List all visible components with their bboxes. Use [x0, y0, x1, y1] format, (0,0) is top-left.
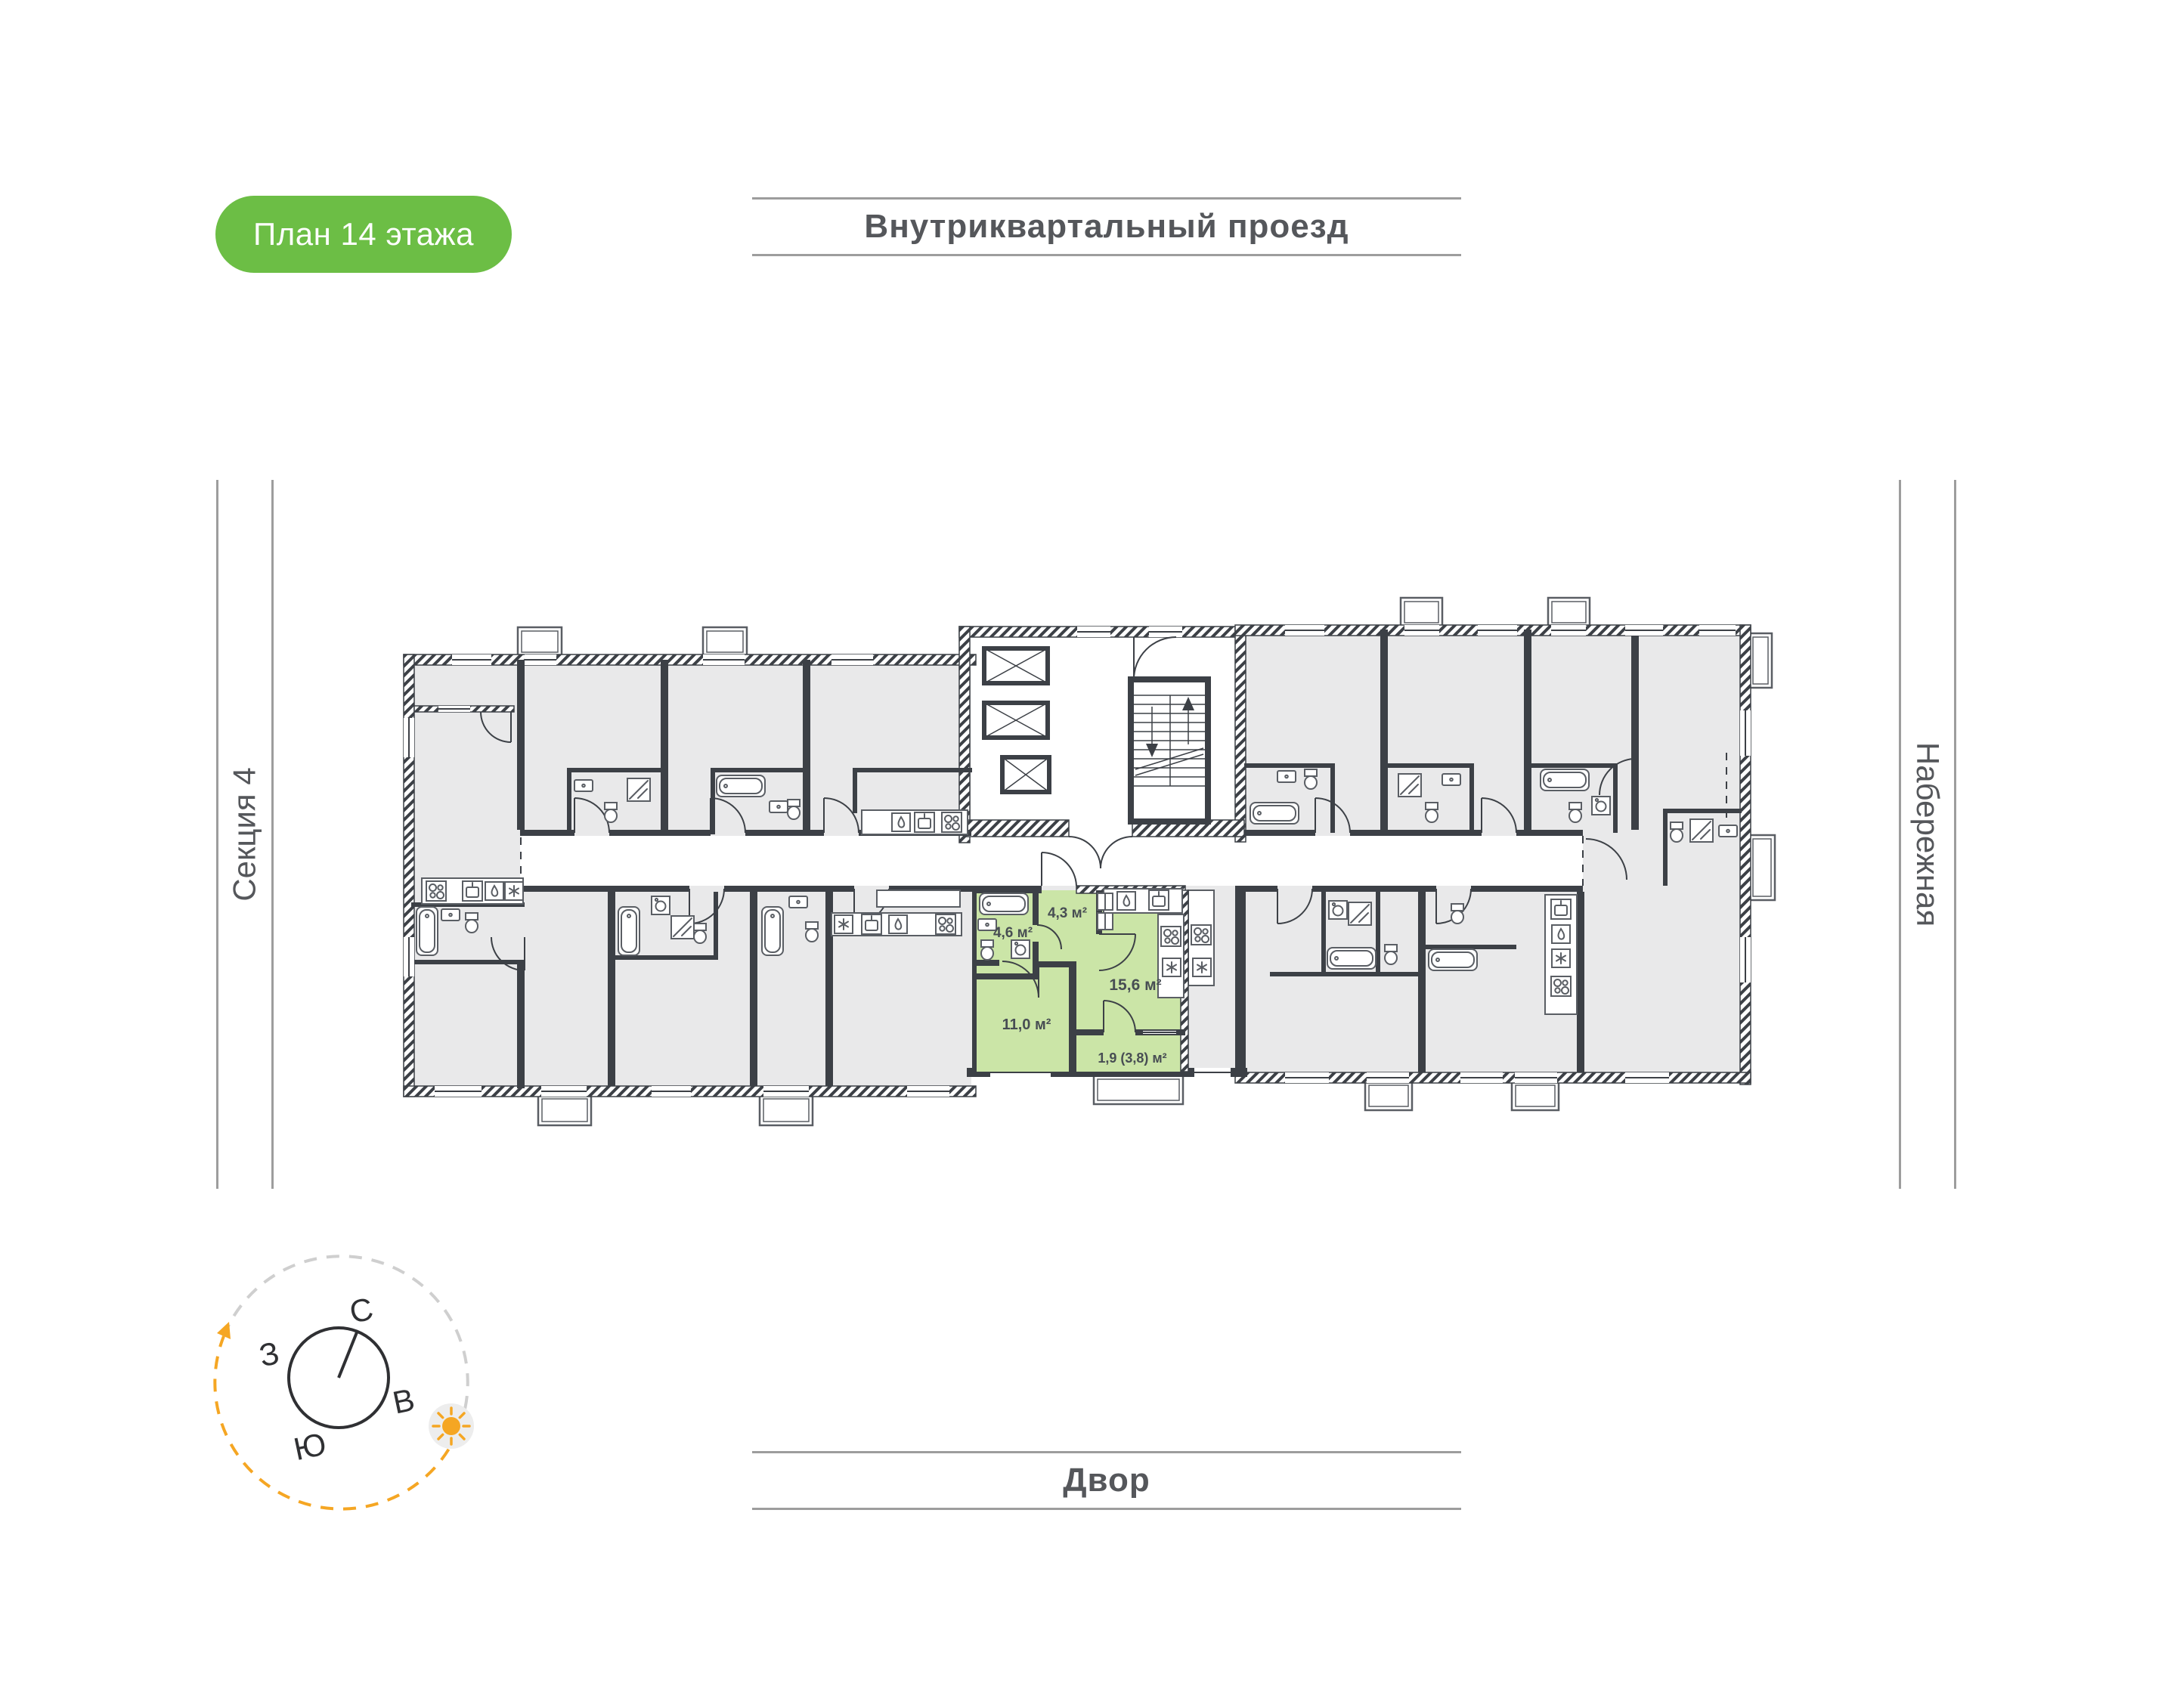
bathtub-icon: [980, 893, 1028, 914]
stove-icon: [1161, 927, 1181, 946]
washing-machine-icon: [652, 896, 670, 914]
sink-icon: [463, 881, 482, 901]
boiler-icon: [505, 882, 523, 900]
water-icon: [1117, 892, 1135, 910]
corridor: [520, 836, 1583, 886]
sun-icon: [429, 1403, 474, 1449]
washing-machine-icon: [1592, 797, 1610, 815]
compass-east-label: В: [389, 1381, 418, 1421]
toilet-icon: [806, 922, 818, 942]
toilet-icon: [1385, 945, 1397, 964]
shower-icon: [671, 916, 694, 939]
water-icon: [889, 915, 907, 933]
sink-icon: [862, 914, 881, 934]
stove-icon: [1191, 925, 1211, 945]
water-icon: [892, 813, 910, 831]
bathtub-icon: [417, 907, 438, 955]
toilet-icon: [788, 800, 800, 819]
boiler-icon: [835, 915, 853, 933]
shower-icon: [1690, 819, 1713, 842]
wardrobe-icon: [1098, 893, 1113, 910]
floor-badge: План 14 этажа: [215, 196, 512, 273]
floor-plan: [404, 598, 1775, 1125]
basin-icon: [1719, 825, 1737, 837]
toilet-icon: [1451, 904, 1463, 924]
street-label-left-text: Секция 4: [227, 767, 263, 902]
basin-icon: [770, 801, 788, 812]
bathtub-icon: [762, 907, 783, 955]
stove-icon: [426, 881, 446, 901]
street-label-right-text: Набережная: [1910, 741, 1946, 927]
basin-icon: [1442, 774, 1460, 785]
compass-west-label: З: [255, 1335, 283, 1374]
room-area-label: 11,0 м²: [1002, 1016, 1051, 1033]
toilet-icon: [1569, 803, 1581, 822]
compass-rose: [215, 1256, 474, 1508]
toilet-icon: [694, 924, 706, 943]
stairwell: [1131, 679, 1208, 822]
basin-icon: [1277, 771, 1296, 782]
toilet-icon: [1426, 803, 1438, 822]
washing-machine-icon: [1329, 901, 1347, 919]
shower-icon: [627, 778, 650, 801]
shower-icon: [1398, 774, 1421, 797]
boiler-icon: [1163, 958, 1181, 976]
toilet-icon: [1671, 822, 1683, 842]
bathtub-icon: [1429, 949, 1477, 970]
basin-icon: [441, 909, 460, 921]
wardrobe-icon: [1098, 913, 1113, 930]
compass-north-label: С: [346, 1290, 376, 1330]
bathtub-icon: [717, 775, 765, 797]
sink-icon: [1149, 890, 1169, 910]
room-area-label: 4,6 м²: [993, 925, 1033, 941]
room-area-label: 15,6 м²: [1109, 976, 1162, 994]
water-icon: [485, 882, 503, 900]
toilet-icon: [466, 913, 478, 933]
room-area-label: 4,3 м²: [1047, 905, 1088, 921]
compass-south-label: Ю: [290, 1425, 330, 1468]
washing-machine-icon: [1011, 940, 1030, 958]
toilet-icon: [605, 803, 617, 822]
stove-icon: [936, 914, 955, 934]
water-icon: [1552, 925, 1570, 943]
bathtub-icon: [618, 907, 639, 955]
room-area-label: 1,9 (3,8) м²: [1098, 1050, 1167, 1066]
street-label-bottom: Двор: [752, 1451, 1461, 1510]
street-label-top: Внутриквартальный проезд: [752, 197, 1461, 256]
bathtub-icon: [1250, 803, 1299, 824]
stove-icon: [1551, 976, 1571, 996]
bathtub-icon: [1327, 948, 1376, 969]
bathtub-icon: [1541, 769, 1589, 791]
toilet-icon: [1305, 769, 1317, 789]
basin-icon: [574, 780, 593, 791]
toilet-icon: [981, 940, 993, 960]
boiler-icon: [1552, 949, 1570, 967]
sink-icon: [1551, 899, 1571, 919]
stove-icon: [942, 812, 962, 832]
shower-icon: [1349, 902, 1371, 925]
sink-icon: [915, 812, 934, 832]
basin-icon: [789, 896, 807, 908]
boiler-icon: [1193, 958, 1211, 976]
